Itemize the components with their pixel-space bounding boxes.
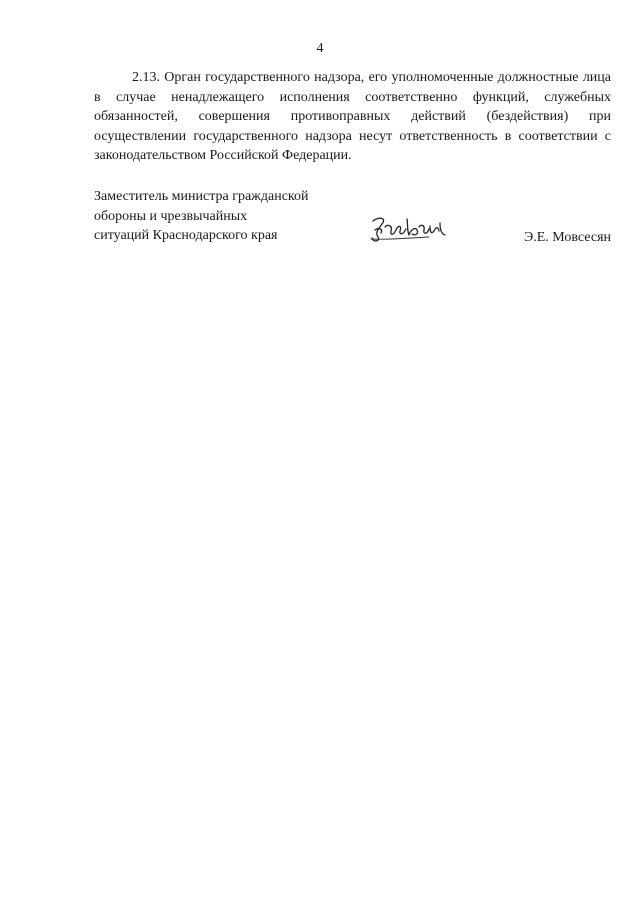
signature-block — [94, 187, 611, 257]
signatory-title-line: Заместитель министра гражданской — [94, 189, 309, 204]
page-number: 4 — [316, 41, 324, 56]
handwritten-signature-image — [369, 213, 449, 247]
signatory-title-line: ситуаций Краснодарского края — [94, 228, 278, 243]
signatory-title — [94, 187, 334, 246]
signatory-title-line: обороны и чрезвычайных — [94, 208, 248, 224]
body-paragraph: 2.13. Орган государственного надзора, его уполномоченные должностные лица в случае ненадлежащего исполнения соответственно функций, служебных обязанностей, совершения противоправных действий (бездействия) при осуществлении государственного надзора несут ответственность в соответствии с законодательством Российской Федерации. — [94, 70, 611, 163]
signatory-name: Э.Е. Мовсесян — [523, 230, 611, 245]
